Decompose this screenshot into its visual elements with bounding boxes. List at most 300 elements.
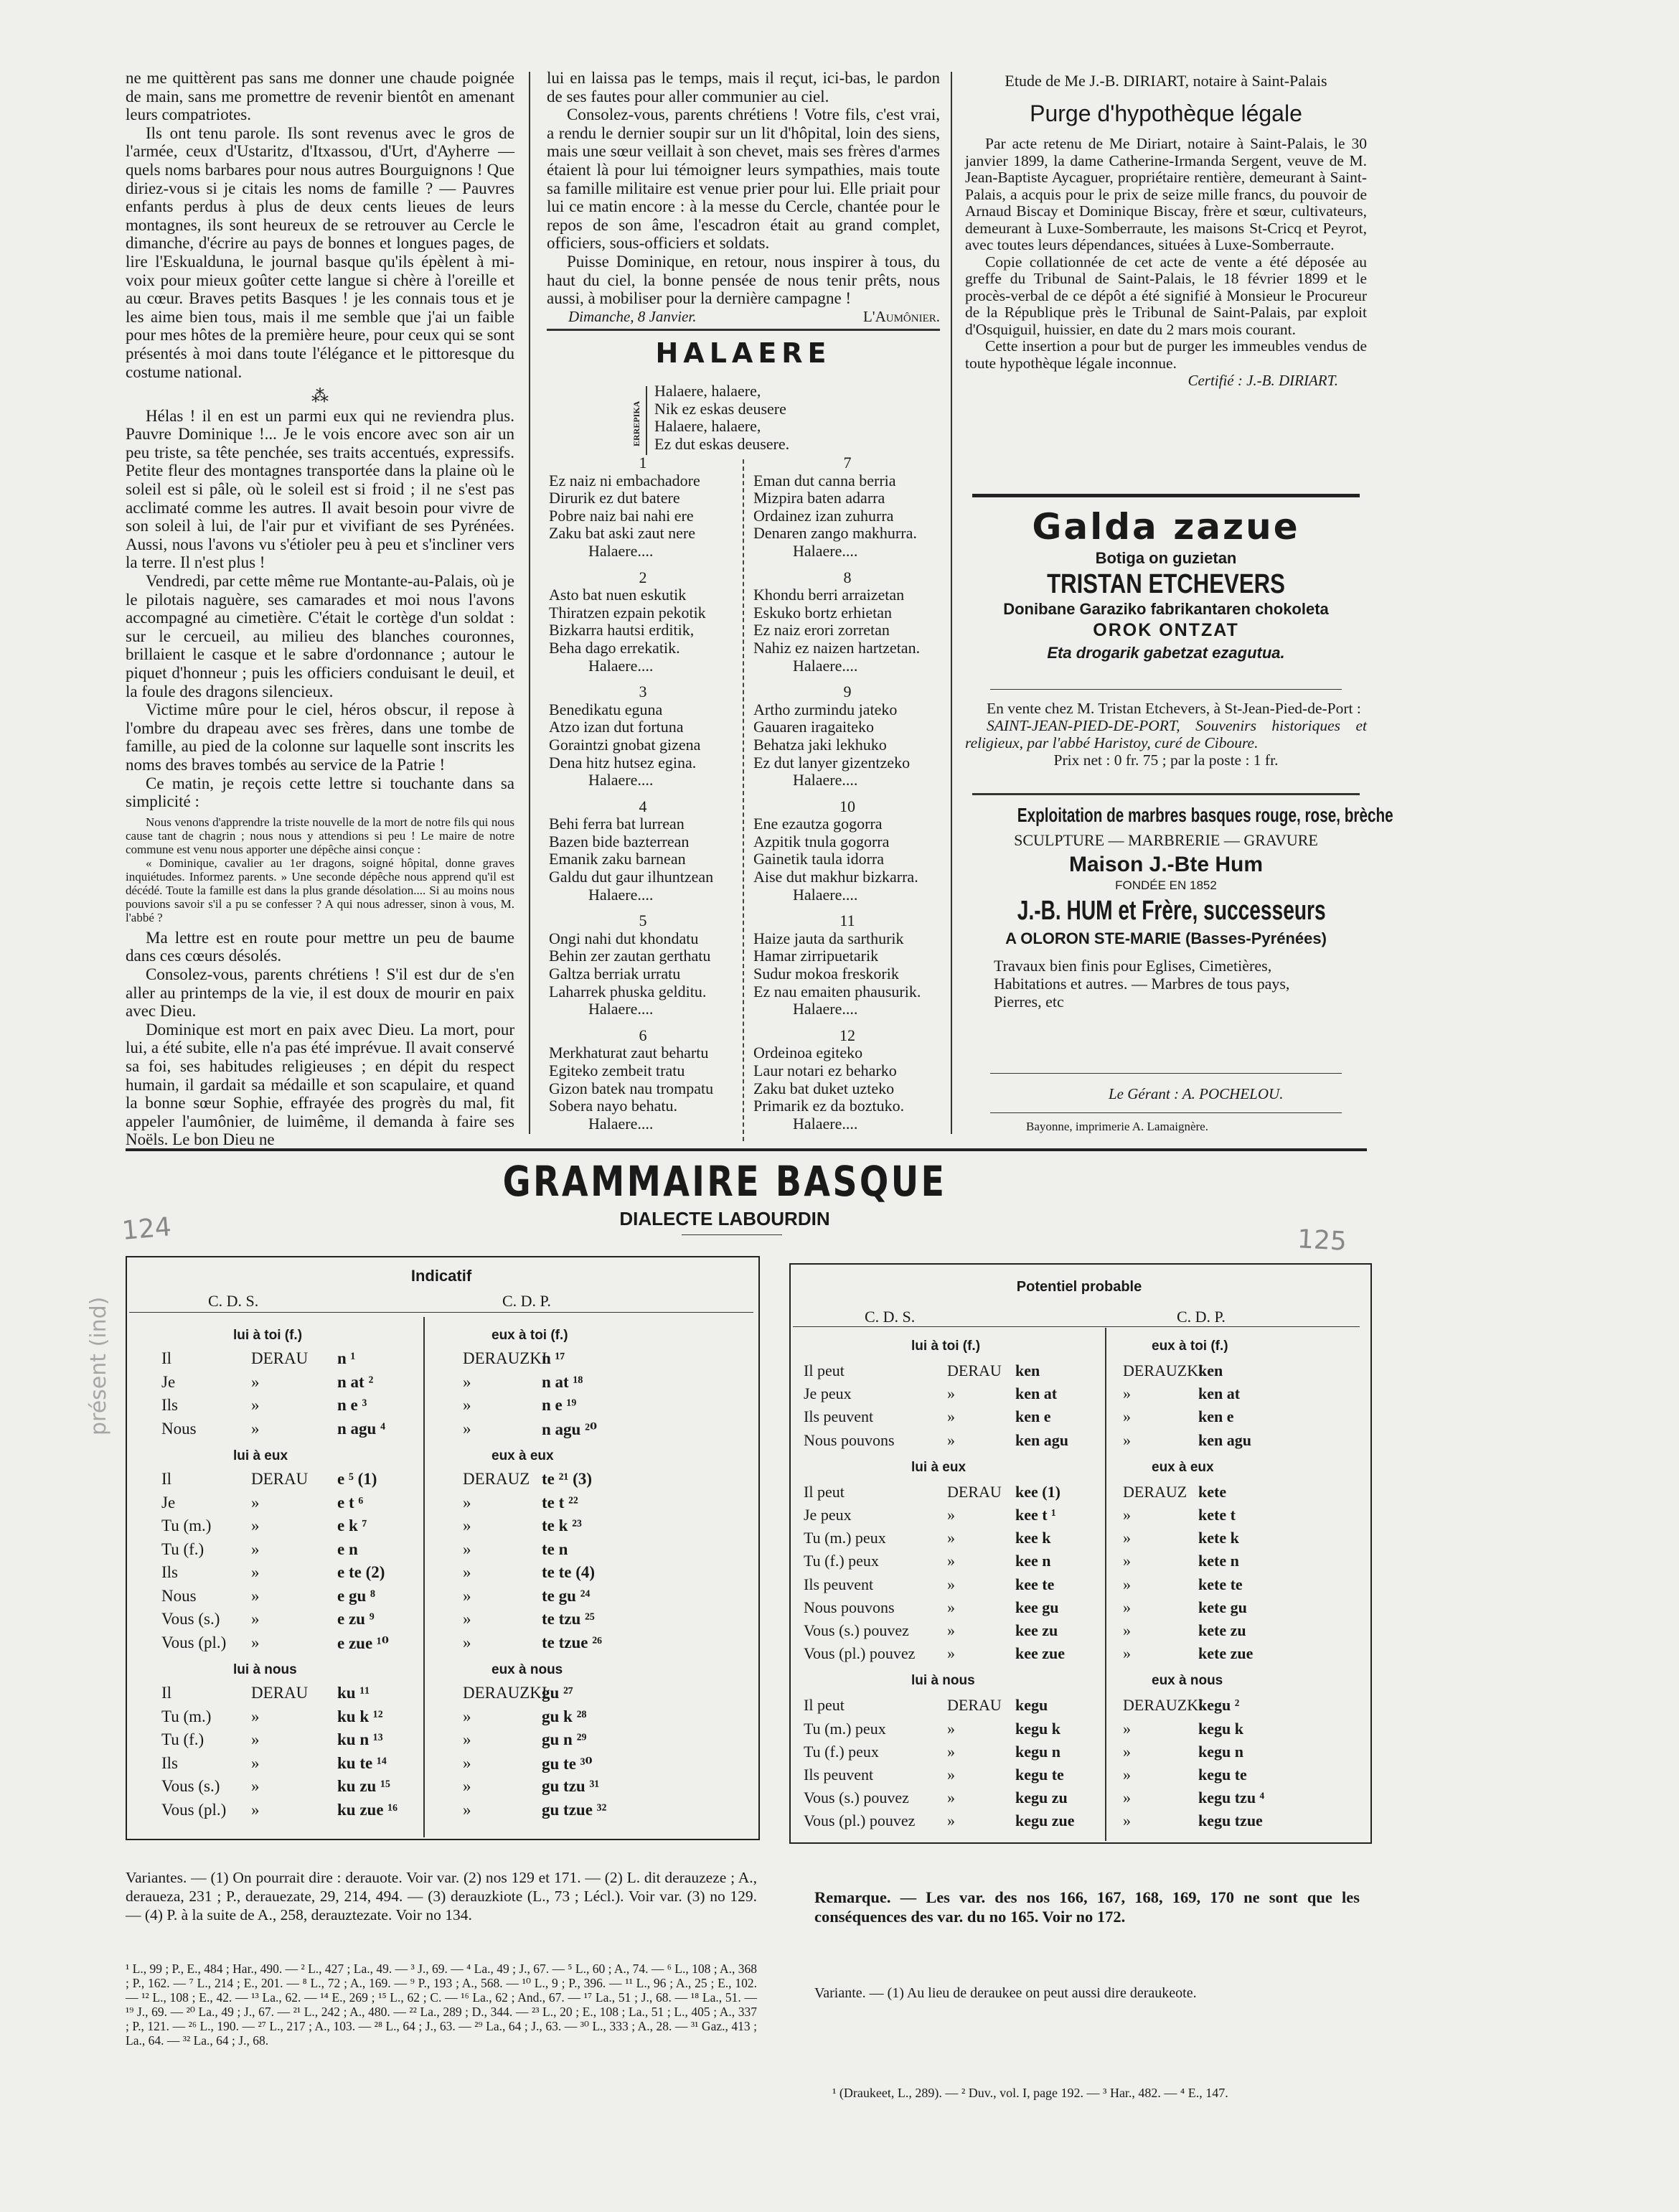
table-cell: Je <box>161 1493 176 1512</box>
stanza-gap <box>549 561 737 569</box>
stanza-line: Galdu dut gaur ilhuntzean <box>549 868 714 886</box>
table-cell: ku k ¹² <box>337 1707 383 1725</box>
indicatif-grid <box>126 1321 757 1837</box>
maison-line: Maison J.-Bte Hum <box>1068 853 1264 876</box>
table-cell: n e ³ <box>337 1396 367 1414</box>
stanza-number: 12 <box>840 1026 855 1044</box>
subtitle-rule <box>682 1234 782 1235</box>
article-paragraph: Dominique est mort en paix avec Dieu. La mort, pour lui, a été subite, elle n'a pas été imprévue. Il avait conservé sa foi, ses habitudes religieuses ; en dépit du respect humain, il gardait sa médaille et son scapulaire, et quand la bonne sœur Sophie, effrayée des progrès du mal, fit appeler l'aumônier, de luimême, il demanda à faire ses Noëls. Le bon Dieu ne <box>126 1020 514 1149</box>
section-heading: lui à eux <box>233 1448 288 1463</box>
stanza-line: Artho zurmindu jateko <box>753 700 898 718</box>
table-cell: » <box>947 1742 955 1761</box>
table-cell: » <box>1123 1644 1131 1663</box>
stanza-line: Hamar zirripuetarik <box>753 947 879 965</box>
cds-label: C. D. S. <box>865 1308 916 1326</box>
stanza-line: Bazen bide bazterrean <box>549 832 690 850</box>
stanza-line: Denaren zango makhurra. <box>753 524 917 543</box>
song-top-rule <box>547 329 940 331</box>
table-cell: e zu ⁹ <box>337 1610 375 1628</box>
table-cell: kegu ² <box>1198 1696 1240 1715</box>
table-cell: te tzue ²⁶ <box>542 1633 603 1651</box>
ad-separator <box>990 689 1342 690</box>
stanza-refrain-ref: Halaere.... <box>793 656 858 675</box>
table-cell: ku zu ¹⁵ <box>337 1777 390 1795</box>
table-cell: » <box>463 1419 471 1438</box>
oloron-line: A OLORON STE-MARIE (Basses-Pyrénées) <box>1005 929 1327 947</box>
table-cell: ken at <box>1015 1384 1058 1403</box>
ad-separator <box>972 494 1360 497</box>
table-cell: » <box>1123 1430 1131 1449</box>
table-cell: kee n <box>1015 1552 1051 1570</box>
table-cell: te t ²² <box>542 1493 578 1512</box>
table-cell: Il peut <box>804 1362 845 1379</box>
stanza-number: 4 <box>639 797 647 815</box>
refrain <box>654 383 789 453</box>
table-cell: n at ² <box>337 1372 374 1391</box>
article-paragraph: ne me quittèrent pas sans me donner une chaude poignée de main, sans me promettre de revenir bientôt en amenant leurs compatriotes. <box>126 69 514 124</box>
stanza-refrain-ref: Halaere.... <box>588 1114 654 1133</box>
section-heading: eux à eux <box>492 1448 554 1463</box>
table-cell: Tu (f.) <box>161 1730 204 1748</box>
table-cell: » <box>251 1800 260 1819</box>
stanza-line: Behin zer zautan gerthatu <box>549 947 711 965</box>
stanza-line: Dirurik ez dut batere <box>549 489 680 507</box>
song-title: HALAERE <box>655 337 832 369</box>
ads-column <box>965 72 1367 390</box>
table-cell: kegu k <box>1198 1719 1243 1738</box>
table-cell: n agu ⁴ <box>337 1419 385 1438</box>
stanza-line: Nahiz ez naizen hartzetan. <box>753 638 921 657</box>
table-cell: » <box>947 1719 955 1738</box>
article-date: Dimanche, 8 Janvier. <box>568 307 697 325</box>
table-cell: Je peux <box>804 1384 852 1403</box>
table-cell: kee k <box>1015 1529 1051 1547</box>
table-cell: DERAU <box>947 1696 1002 1715</box>
table-cell: ku ¹¹ <box>337 1684 370 1702</box>
table-cell: ken e <box>1015 1407 1051 1426</box>
table-cell: » <box>947 1598 955 1616</box>
stanza-line: Gainetik taula idorra <box>753 850 885 868</box>
stanza-line: Zaku bat duket uzteko <box>753 1079 895 1097</box>
section-heading: lui à eux <box>911 1459 967 1475</box>
stanza-line: Zaku bat aski zaut nere <box>549 524 696 543</box>
table-cell: » <box>947 1812 955 1830</box>
table-cell: Il <box>161 1349 172 1367</box>
galda-title: Galda zazue <box>1032 506 1300 548</box>
stanza-refrain-ref: Halaere.... <box>588 771 654 789</box>
table-cell: Vous (pl.) <box>161 1633 227 1651</box>
table-cell: ken agu <box>1015 1430 1068 1449</box>
table-cell: DERAU <box>251 1349 309 1367</box>
stanza-line: Merkhaturat zaut behartu <box>549 1044 709 1062</box>
column-divider <box>951 72 952 1134</box>
table-cell: Tu (f.) peux <box>804 1742 879 1761</box>
imprimerie-line: Bayonne, imprimerie A. Lamaignère. <box>1026 1120 1208 1133</box>
stanza-line: Mizpira baten adarra <box>753 489 885 507</box>
footnotes-left: ¹ L., 99 ; P., E., 484 ; Har., 490. — ² L., 427 ; La., 49. — ³ J., 69. — ⁴ La., 49 ; J., 67. — ⁵ L., 60 ; A., 74. — ⁶ L., 108 ; A., 368 ; P., 162. — ⁷ L., 214 ; E., 201. — ⁸ L., 72 ; A., 169. — ⁹ P., 193 ; A., 568. — ¹⁰ L., 9 ; P., 396. — ¹¹ L., 96 ; A., 25 ; E., 102. — ¹² L., 108 ; E., 42. — ¹³ La., 62. — ¹⁴ E., 269 ; ¹⁵ L., 62 ; C. — ¹⁶ La., 62 ; And., 67. — ¹⁷ La., 51 ; J., 68. — ¹⁸ La., 51. — ¹⁹ J., 69. — ²⁰ La., 49 ; J., 67. — ²¹ L., 242 ; A., 480. — ²² La., 289 ; D., 344. — ²³ L., 20 ; E., 108 ; La., 51 ; L., 405 ; A., 337 ; P., 121. — ²⁶ L., 190. — ²⁷ L., 217 ; A., 103. — ²⁸ L., 64 ; J., 63. — ²⁹ La., 64 ; J., 63. — ³⁰ L., 333 ; A., 28. — ³¹ Gaz., 413 ; La., 64. — ³² La., 64 ; J., 68. <box>126 1962 757 2048</box>
table-cell: » <box>463 1396 471 1414</box>
page-number-right: 125 <box>1296 1224 1348 1257</box>
table-cell: » <box>947 1644 955 1663</box>
table-cell: Ils peuvent <box>804 1575 874 1593</box>
stanza-line: Haize jauta da sarthurik <box>753 929 904 947</box>
table-cell: » <box>251 1540 260 1558</box>
table-cell: kee t ¹ <box>1015 1506 1056 1524</box>
stanza-line: Laharrek phuska gelditu. <box>549 982 707 1000</box>
exploit-line: Exploitation de marbres basques rouge, rose, brèche <box>1017 804 1393 826</box>
stanza-line: Laur notari ez beharko <box>753 1062 897 1079</box>
margin-note: présent (ind) <box>86 1296 111 1435</box>
column-divider <box>529 72 530 1134</box>
stanza-line: Egiteko zembeit tratu <box>549 1062 685 1079</box>
stanza-line: Beha dago errekatik. <box>549 638 680 657</box>
table-cell: Nous <box>161 1419 197 1438</box>
table-cell: Vous (pl.) pouvez <box>804 1644 916 1663</box>
section-heading: eux à toi (f.) <box>1152 1339 1228 1354</box>
stanza-gap <box>753 561 941 569</box>
table-cell: kete gu <box>1198 1598 1247 1616</box>
stanza-refrain-ref: Halaere.... <box>588 656 654 675</box>
travaux-line: Travaux bien finis pour Eglises, Cimetières, Habitations et autres. — Marbres de tous pays, Pierres, etc <box>994 957 1290 1011</box>
table-cell: Il <box>161 1684 172 1702</box>
table-cell: kete zue <box>1198 1644 1254 1663</box>
table-cell: » <box>463 1493 471 1512</box>
table-cell: Tu (m.) <box>161 1517 212 1534</box>
stanza-line: Khondu berri arraizetan <box>753 586 905 604</box>
table-cell: » <box>251 1777 260 1795</box>
table-cell: Ils <box>161 1396 178 1414</box>
article-paragraph: Ma lettre est en route pour mettre un peu de baume dans ces cœurs désolés. <box>126 928 514 965</box>
section-heading: lui à toi (f.) <box>233 1328 303 1343</box>
stanza-gap <box>753 1133 941 1141</box>
purge-paragraph: Cette insertion a pour but de purger les immeubles vendus de toute hypothèque légale inconnue. <box>965 337 1367 372</box>
table-cell: Il <box>161 1470 172 1488</box>
stanza-line: Goraintzi gnobat gizena <box>549 735 701 754</box>
table-cell: kete te <box>1198 1575 1243 1593</box>
stanza-line: Ordainez izan zuhurra <box>753 506 894 525</box>
table-cell: » <box>1123 1789 1131 1807</box>
table-cell: » <box>947 1430 955 1449</box>
stanza-line: Ongi nahi dut khondatu <box>549 929 699 947</box>
letter-quote: Nous venons d'apprendre la triste nouvelle de la mort de notre fils qui nous cause tant de chagrin ; nous nous y attendions si peu ! Le maire de notre commune est venu nous apporter une dépêche ainsi conçue : <box>126 815 514 856</box>
stanza-line: Bizkarra hautsi erditik, <box>549 621 695 639</box>
stanza-gap <box>549 1133 737 1141</box>
table-cell: kegu tzue <box>1198 1812 1263 1830</box>
article-paragraph: Victime mûre pour le ciel, héros obscur, il repose à l'ombre du drapeau avec ses frères, dans une tombe de famille, au pied de la colonne sur laquelle sont inscrits les noms des braves tombés au service de la Patrie ! <box>126 700 514 774</box>
fondee-line: FONDÉE EN 1852 <box>1115 878 1217 892</box>
table-cell: ken e <box>1198 1407 1234 1426</box>
stanza-refrain-ref: Halaere.... <box>793 541 858 560</box>
cds-label: C. D. S. <box>208 1292 259 1310</box>
table-cell: » <box>1123 1742 1131 1761</box>
table-cell: te gu ²⁴ <box>542 1586 591 1605</box>
table-cell: » <box>463 1800 471 1819</box>
table-cell: kee (1) <box>1015 1482 1060 1501</box>
table-cell: Il peut <box>804 1696 845 1715</box>
stanza-line: Ez dut lanyer gizentzeko <box>753 753 911 772</box>
stanza-refrain-ref: Halaere.... <box>793 771 858 789</box>
table-cell: » <box>947 1789 955 1807</box>
table-cell: Nous pouvons <box>804 1598 895 1616</box>
table-cell: kete t <box>1198 1506 1236 1524</box>
sculpture-line: SCULPTURE — MARBRERIE — GRAVURE <box>1014 831 1318 849</box>
table-cell: n at ¹⁸ <box>542 1372 583 1391</box>
table-cell: e ⁵ (1) <box>337 1470 377 1488</box>
purge-notice <box>965 136 1367 372</box>
table-cell: kee zu <box>1015 1621 1058 1639</box>
table-cell: n ¹ <box>337 1349 356 1367</box>
table-cell: kegu k <box>1015 1719 1060 1738</box>
article-paragraph: lui en laissa pas le temps, mais il reçut, ici-bas, le pardon de ses fautes pour aller communier au ciel. <box>547 69 940 106</box>
stanza-line: Emanik zaku barnean <box>549 850 686 868</box>
stanza-line: Dena hitz hutsez egina. <box>549 753 697 772</box>
stanza-line: Ene ezautza gogorra <box>753 815 883 833</box>
table-cell: te te (4) <box>542 1563 596 1581</box>
article-paragraph: Ils ont tenu parole. Ils sont revenus avec le gros de l'armée, ceux d'Ustaritz, d'Itxassou, d'Urt, d'Ayherre — quels noms barbares pour nous autres Bourguignons ! Que diriez-vous si je citais les noms de famille ? — Pauvres enfants perdus à plus de deux cents lieues de leurs montagnes, ils sont heureux de se retrouver au Cercle le dimanche, d'écrire au pays de bonnes et longues pages, de lire l'Eskualduna, le journal basque qu'ils épèlent à mi-voix pour mieux goûter cette langue si chère à l'oreille et au cœur. Braves petits Basques ! je les connais tous et je les aime bien tous, mais il me semble que j'ai un faible pour mes hôtes de la première heure, pour ceux qui se sont présentés à moi dans toute l'élégance et le pittoresque du costume national. <box>126 123 514 381</box>
table-cell: » <box>463 1633 471 1651</box>
table-cell: » <box>463 1753 471 1772</box>
table-cell: Vous (s.) pouvez <box>804 1789 909 1807</box>
table-cell: Nous pouvons <box>804 1430 895 1449</box>
table-cell: » <box>463 1707 471 1725</box>
section-heading: eux à eux <box>1152 1459 1214 1475</box>
table-cell: » <box>1123 1407 1131 1426</box>
section-heading: lui à toi (f.) <box>911 1339 981 1354</box>
stanza-line: Ez naiz ni embachadore <box>549 471 700 489</box>
table-cell: Vous (s.) pouvez <box>804 1621 909 1639</box>
remarque-right: Remarque. — Les var. des nos 166, 167, 168, 169, 170 ne sont que les conséquences des var. du no 165. Voir no 172. <box>814 1888 1360 1926</box>
table-cell: » <box>251 1396 260 1414</box>
stanza-number: 7 <box>843 454 852 472</box>
table-cell: DERAUZKI <box>1123 1696 1204 1715</box>
hum-line: J.-B. HUM et Frère, successeurs <box>1017 896 1326 926</box>
article-paragraph: Consolez-vous, parents chrétiens ! Votre fils, c'est vrai, a rendu le dernier soupir sur un lit d'hôpital, loin des siens, mais une sœur veillait à son chevet, mais ses frères d'armes étaient là pour lui témoigner leurs sympathies, mais toute sa famille militaire est venue prier pour lui. Elle priait pour lui ce matin encore : à la messe du Cercle, chantée pour le repos de son âme, l'escadron était au grand complet, officiers, sous-officiers et soldats. <box>547 106 940 253</box>
cdp-label: C. D. P. <box>1177 1308 1226 1326</box>
table-cell: » <box>947 1407 955 1426</box>
table-cell: Tu (f.) <box>161 1540 204 1558</box>
stanza-gap <box>549 789 737 798</box>
section-rule <box>126 1148 1367 1151</box>
table-cell: te n <box>542 1540 568 1558</box>
table-cell: Je peux <box>804 1506 852 1524</box>
table-cell: » <box>463 1372 471 1391</box>
stanza-number: 10 <box>840 797 855 815</box>
table-cell: Vous (s.) <box>161 1777 220 1795</box>
section-heading: lui à nous <box>911 1673 975 1689</box>
cdp-label: C. D. P. <box>502 1292 551 1310</box>
refrain-line: Halaere, halaere, <box>654 382 761 400</box>
article-paragraph: Ce matin, je reçois cette lettre si touchante dans sa simplicité : <box>126 774 514 811</box>
stanza-refrain-ref: Halaere.... <box>793 1114 858 1133</box>
stanza-line: Eman dut canna berria <box>753 471 896 489</box>
table-cell: kegu <box>1015 1696 1048 1715</box>
table-cell: » <box>251 1493 260 1512</box>
table-cell: Je <box>161 1372 176 1391</box>
stanza-line: Gizon batek nau trompatu <box>549 1079 714 1097</box>
page-number-left: 124 <box>121 1212 173 1246</box>
table-cell: ku n ¹³ <box>337 1730 383 1748</box>
potentiel-grid <box>789 1331 1369 1841</box>
table-cell: Nous <box>161 1586 197 1605</box>
stanza-line: Behi ferra bat lurrean <box>549 815 685 833</box>
table-cell: ken agu <box>1198 1430 1251 1449</box>
table-cell: n e ¹⁹ <box>542 1396 577 1414</box>
table-cell: e gu ⁸ <box>337 1586 375 1605</box>
stanza-line: Sudur mokoa freskorik <box>753 965 899 983</box>
stanza-line: Galtza berriak urratu <box>549 965 681 983</box>
article-signature <box>547 308 940 327</box>
article-author: L'Aumônier. <box>862 307 940 325</box>
table-cell: DERAUZKI <box>463 1349 547 1367</box>
table-cell: » <box>463 1540 471 1558</box>
table-cell: DERAU <box>251 1684 309 1702</box>
table-cell: ken at <box>1198 1384 1241 1403</box>
section-stars: ⁂ <box>311 388 329 407</box>
table-cell: » <box>463 1777 471 1795</box>
table-cell: e k ⁷ <box>337 1517 367 1534</box>
table-cell: kete n <box>1198 1552 1239 1570</box>
table-cell: » <box>463 1563 471 1581</box>
stanza-number: 2 <box>639 568 647 586</box>
potentiel-heading: Potentiel probable <box>1016 1279 1142 1295</box>
vente-book: SAINT-JEAN-PIED-DE-PORT, Souvenirs historiques et religieux, par l'abbé Haristoy, curé de Ciboure. <box>965 717 1367 751</box>
purge-title: Purge d'hypothèque légale <box>1030 100 1302 126</box>
stanza-number: 1 <box>639 454 647 472</box>
table-cell: Tu (m.) peux <box>804 1719 886 1738</box>
table-cell: DERAU <box>947 1482 1002 1501</box>
table-cell: Ils peuvent <box>804 1407 874 1426</box>
table-cell: Ils peuvent <box>804 1766 874 1784</box>
table-cell: » <box>463 1586 471 1605</box>
stanza-line: Thiratzen ezpain pekotik <box>549 603 706 622</box>
stanza-line: Sobera nayo behatu. <box>549 1097 677 1115</box>
col-underline <box>431 1312 753 1313</box>
ad-galda <box>965 506 1367 662</box>
stanza-gap <box>549 1018 737 1027</box>
stanza-refrain-ref: Halaere.... <box>793 1000 858 1018</box>
table-cell: kegu tzu ⁴ <box>1198 1789 1265 1807</box>
table-cell: n ¹⁷ <box>542 1349 565 1367</box>
table-cell: DERAU <box>251 1470 309 1488</box>
grammar-subtitle: DIALECTE LABOURDIN <box>619 1208 830 1229</box>
stanza-line: Ordeinoa egiteko <box>753 1044 863 1062</box>
stanza-line: Gauaren iragaiteko <box>753 718 874 736</box>
table-cell: kee zue <box>1015 1644 1066 1663</box>
table-cell: » <box>251 1707 260 1725</box>
stanza-gap <box>753 1018 941 1027</box>
table-cell: » <box>1123 1766 1131 1784</box>
stanza-line: Atzo izan dut fortuna <box>549 718 684 736</box>
table-cell: » <box>1123 1719 1131 1738</box>
table-cell: » <box>947 1552 955 1570</box>
table-cell: kete zu <box>1198 1621 1246 1639</box>
table-cell: » <box>1123 1506 1131 1524</box>
table-cell: DERAUZKI <box>463 1684 547 1702</box>
col-underline <box>793 1326 1360 1327</box>
table-cell: ken <box>1015 1362 1040 1379</box>
table-cell: DERAU <box>947 1362 1002 1379</box>
ad-marbres <box>965 804 1393 1011</box>
stanza-line: Asto bat nuen eskutik <box>549 586 687 604</box>
table-cell: » <box>251 1419 260 1438</box>
table-cell: e te (2) <box>337 1563 385 1581</box>
table-cell: e t ⁶ <box>337 1493 364 1512</box>
donibane-line: Donibane Garaziko fabrikantaren chokoleta <box>1003 600 1329 618</box>
table-cell: gu ²⁷ <box>542 1684 573 1702</box>
article-paragraph: Hélas ! il en est un parmi eux qui ne reviendra plus. Pauvre Dominique !... Je le vois encore avec son air un peu triste, sa tête penchée, ses traits accentués, expressifs. Petite fleur des montagnes transportée dans la plaine où le soleil est si pâle, où le soleil est si froid ; il ne s'est pas acclimaté comme les autres. Il avait besoin pour vivre de son soleil à lui, de l'air pur et vivifiant de ses Pyrénées. Aussi, nous l'avons vu s'étioler peu à peu et s'incliner vers la terre. Il n'est plus ! <box>126 406 514 572</box>
stanza-line: Benedikatu eguna <box>549 700 663 718</box>
table-cell: » <box>1123 1529 1131 1547</box>
table-cell: Il peut <box>804 1482 845 1501</box>
table-cell: DERAUZ <box>1123 1482 1187 1501</box>
table-cell: gu te ³⁰ <box>542 1754 593 1773</box>
stanza-refrain-ref: Halaere.... <box>588 541 654 560</box>
article-column-2 <box>547 69 940 326</box>
ad-separator <box>990 1073 1342 1074</box>
table-cell: » <box>1123 1621 1131 1639</box>
etude-header: Etude de Me J.-B. DIRIART, notaire à Saint-Palais <box>1005 72 1327 90</box>
botiga-line: Botiga on guzietan <box>1095 549 1237 567</box>
variante-right: Variante. — (1) Au lieu de deraukee on peut aussi dire deraukeote. <box>814 1985 1197 2001</box>
table-cell: » <box>1123 1384 1131 1403</box>
table-cell: » <box>251 1372 260 1391</box>
table-cell: gu tzue ³² <box>542 1800 607 1819</box>
table-cell: » <box>251 1730 260 1748</box>
stanza-line: Primarik ez da boztuko. <box>753 1097 905 1115</box>
vente-price: Prix net : 0 fr. 75 ; par la poste : 1 fr. <box>1053 751 1279 769</box>
table-cell: kegu te <box>1198 1766 1247 1784</box>
table-cell: » <box>947 1575 955 1593</box>
table-cell: » <box>463 1730 471 1748</box>
stanza-line: Ez naiz erori zorretan <box>753 621 890 639</box>
stanza-line: Eskuko bortz erhietan <box>753 603 893 622</box>
article-paragraph: Consolez-vous, parents chrétiens ! S'il est dur de s'en aller au printemps de la vie, il est doux de mourir en paix avec Dieu. <box>126 965 514 1021</box>
table-cell: » <box>251 1633 260 1651</box>
table-cell: » <box>463 1610 471 1628</box>
refrain-line: Halaere, halaere, <box>654 417 761 436</box>
refrain-bracket <box>646 386 653 455</box>
stanza-refrain-ref: Halaere.... <box>588 1000 654 1018</box>
table-cell: » <box>947 1621 955 1639</box>
table-cell: kegu zu <box>1015 1789 1068 1807</box>
stanza-line: Aise dut makhur bizkarra. <box>753 868 918 886</box>
ad-vente <box>965 700 1367 769</box>
stanza-line: Pobre naiz bai nahi ere <box>549 506 694 525</box>
table-cell: Vous (pl.) <box>161 1800 227 1819</box>
ad-separator <box>972 793 1360 795</box>
table-cell: kete <box>1198 1482 1227 1501</box>
table-cell: » <box>1123 1552 1131 1570</box>
stanza-number: 3 <box>639 683 647 701</box>
table-cell: kete k <box>1198 1529 1239 1547</box>
stanza-number: 6 <box>639 1026 647 1044</box>
table-cell: te tzu ²⁵ <box>542 1610 595 1628</box>
stanza-number: 5 <box>639 911 647 930</box>
table-cell: gu tzu ³¹ <box>542 1777 600 1795</box>
song-center-rule <box>743 459 744 1141</box>
gerant-line: Le Gérant : A. POCHELOU. <box>1109 1085 1284 1102</box>
article-column-1 <box>126 69 514 1149</box>
table-cell: kee te <box>1015 1575 1055 1593</box>
table-cell: » <box>251 1586 260 1605</box>
stanza-line: Ez nau emaiten phausurik. <box>753 982 921 1000</box>
tristan-name: TRISTAN ETCHEVERS <box>1047 569 1285 599</box>
table-cell: Tu (m.) peux <box>804 1529 886 1547</box>
table-cell: » <box>947 1384 955 1403</box>
purge-certification: Certifié : J.-B. DIRIART. <box>1187 372 1338 389</box>
col-underline <box>129 1312 431 1313</box>
table-cell: e zue ¹⁰ <box>337 1634 389 1652</box>
